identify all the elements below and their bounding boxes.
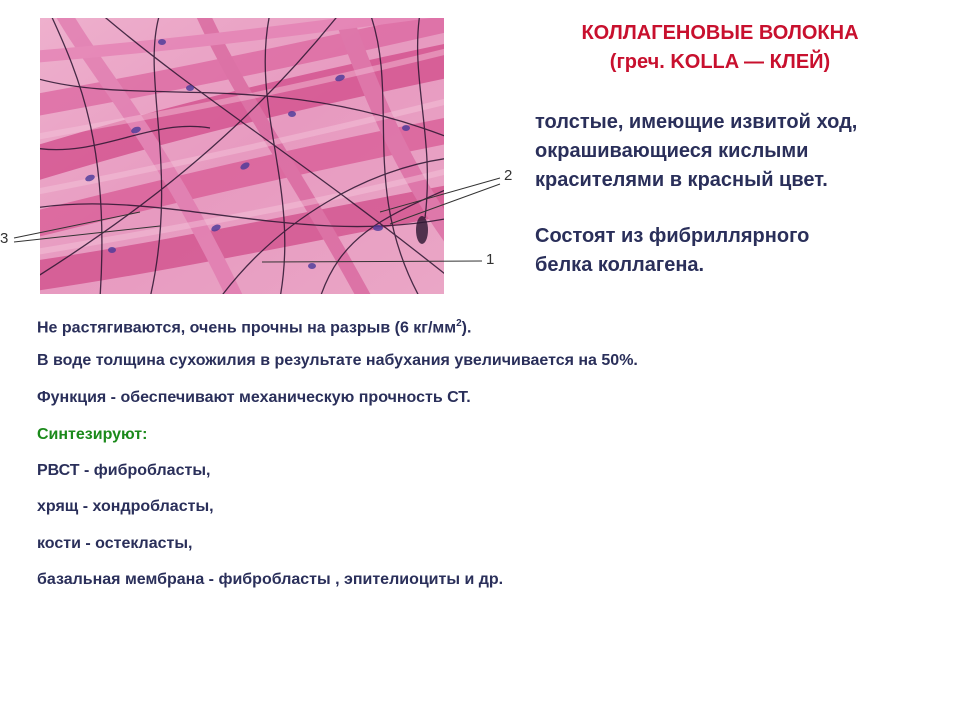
description-block-properties bbox=[535, 108, 857, 195]
paragraph-strength bbox=[37, 318, 471, 337]
description-line: толстые, имеющие извитой ход, bbox=[535, 111, 858, 133]
micrograph-drawing bbox=[40, 18, 444, 294]
description-line: белка коллагена. bbox=[535, 254, 705, 276]
superscript: 2 bbox=[456, 318, 462, 329]
description-line: красителями в красный цвет. bbox=[535, 169, 828, 191]
description-line: Состоят из фибриллярного bbox=[535, 225, 810, 247]
figure-label-2: 2 bbox=[504, 167, 513, 184]
figure-label-1: 1 bbox=[486, 251, 495, 268]
paragraph-bone: кости - остекласты, bbox=[37, 535, 193, 552]
paragraph-synthesize-heading: Синтезируют: bbox=[37, 426, 148, 443]
paragraph-rvst: РВСТ - фибробласты, bbox=[37, 462, 211, 479]
figure-label-3: 3 bbox=[0, 230, 9, 247]
paragraph-strength-end: ). bbox=[461, 319, 472, 337]
paragraph-basement-membrane: базальная мембрана - фибробласты , эпителиоциты и др. bbox=[37, 571, 504, 588]
slide-subtitle: (греч. KOLLA — КЛЕЙ) bbox=[609, 51, 831, 73]
paragraph-swelling: В воде толщина сухожилия в результате набухания увеличивается на 50%. bbox=[37, 352, 638, 369]
collagen-micrograph-image bbox=[40, 18, 444, 294]
paragraph-cartilage: хрящ - хондробласты, bbox=[37, 498, 214, 515]
description-block-composition bbox=[535, 222, 809, 280]
paragraph-strength-text: Не растягиваются, очень прочны на разрыв (6 кг/мм bbox=[37, 319, 457, 337]
description-line: окрашивающиеся кислыми bbox=[535, 140, 809, 162]
slide-title: КОЛЛАГЕНОВЫЕ ВОЛОКНА bbox=[581, 22, 859, 44]
paragraph-function: Функция - обеспечивают механическую прочность СТ. bbox=[37, 389, 471, 406]
